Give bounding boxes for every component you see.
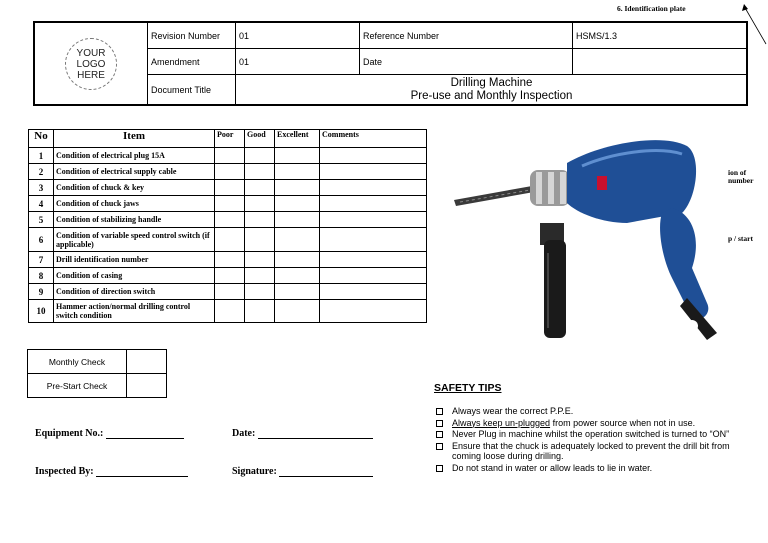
document-header: [33, 21, 748, 106]
inspected-by-field: Inspected By:: [35, 466, 188, 477]
inspected-by-line[interactable]: [96, 466, 188, 477]
revision-label: Revision Number: [151, 30, 221, 41]
equipment-no-line[interactable]: [106, 428, 184, 439]
table-row: 6 Condition of variable speed control switch (if applicable): [29, 228, 427, 252]
amendment-value: 01: [239, 56, 250, 67]
doc-title-label: Document Title: [151, 84, 212, 95]
table-row: 5 Condition of stabilizing handle: [29, 212, 427, 228]
table-row: 10 Hammer action/normal drilling control switch condition: [29, 300, 427, 323]
signature-line[interactable]: [279, 466, 373, 477]
monthly-check-box[interactable]: [127, 350, 167, 374]
table-row: 4 Condition of chuck jaws: [29, 196, 427, 212]
logo-cell: [35, 23, 148, 104]
revision-value: 01: [239, 30, 250, 41]
equipment-no-field: Equipment No.:: [35, 428, 184, 439]
safety-tips-title: SAFETY TIPS: [434, 382, 502, 394]
stabilizing-handle: [540, 223, 566, 338]
table-row: 2 Condition of electrical supply cable: [29, 164, 427, 180]
callout-ident-number: ion of number: [728, 168, 754, 185]
monthly-check-label: Monthly Check: [28, 350, 127, 374]
list-item: Always keep un-plugged from power source when not in use.: [436, 418, 736, 429]
drill-illustration: [452, 128, 727, 346]
date-line[interactable]: [258, 428, 373, 439]
company-logo-placeholder: YOUR LOGO HERE: [65, 38, 117, 90]
prestart-check-label: Pre-Start Check: [28, 374, 127, 398]
check-type-table: [27, 349, 167, 398]
callout-identification-plate: 6. Identification plate: [617, 4, 686, 13]
col-no: No: [29, 130, 54, 148]
col-excellent: Excellent: [275, 130, 320, 148]
list-item: Ensure that the chuck is adequately locked to prevent the drill bit from coming loose during drilling.: [436, 441, 736, 462]
date-label: Date: [363, 56, 383, 67]
reference-value: HSMS/1.3: [576, 30, 618, 41]
document-title: Drilling Machine Pre-use and Monthly Inspection: [410, 77, 573, 102]
date-value[interactable]: [572, 49, 748, 74]
table-row: 8 Condition of casing: [29, 268, 427, 284]
amendment-label: Amendment: [151, 56, 200, 67]
prestart-check-box[interactable]: [127, 374, 167, 398]
col-item: Item: [54, 130, 215, 148]
table-row: 7 Drill identification number: [29, 252, 427, 268]
table-header-row: [29, 130, 427, 148]
table-row: 9 Condition of direction switch: [29, 284, 427, 300]
date-field: Date:: [232, 428, 373, 439]
table-row: 1 Condition of electrical plug 15A: [29, 148, 427, 164]
callout-stop-start: p / start: [728, 234, 753, 243]
chuck: [530, 170, 570, 206]
list-item: Do not stand in water or allow leads to lie in water.: [436, 463, 736, 474]
col-good: Good: [245, 130, 275, 148]
safety-tips-list: [436, 406, 736, 474]
list-item: Never Plug in machine whilst the operation switched is turned to “ON”: [436, 429, 736, 440]
drill-bit: [454, 186, 534, 206]
inspection-table: [28, 129, 427, 323]
list-item: Always wear the correct P.P.E.: [436, 406, 736, 417]
table-row: 3 Condition of chuck & key: [29, 180, 427, 196]
reference-label: Reference Number: [363, 30, 440, 41]
col-comments: Comments: [320, 130, 427, 148]
signature-field: Signature:: [232, 466, 373, 477]
col-poor: Poor: [215, 130, 245, 148]
